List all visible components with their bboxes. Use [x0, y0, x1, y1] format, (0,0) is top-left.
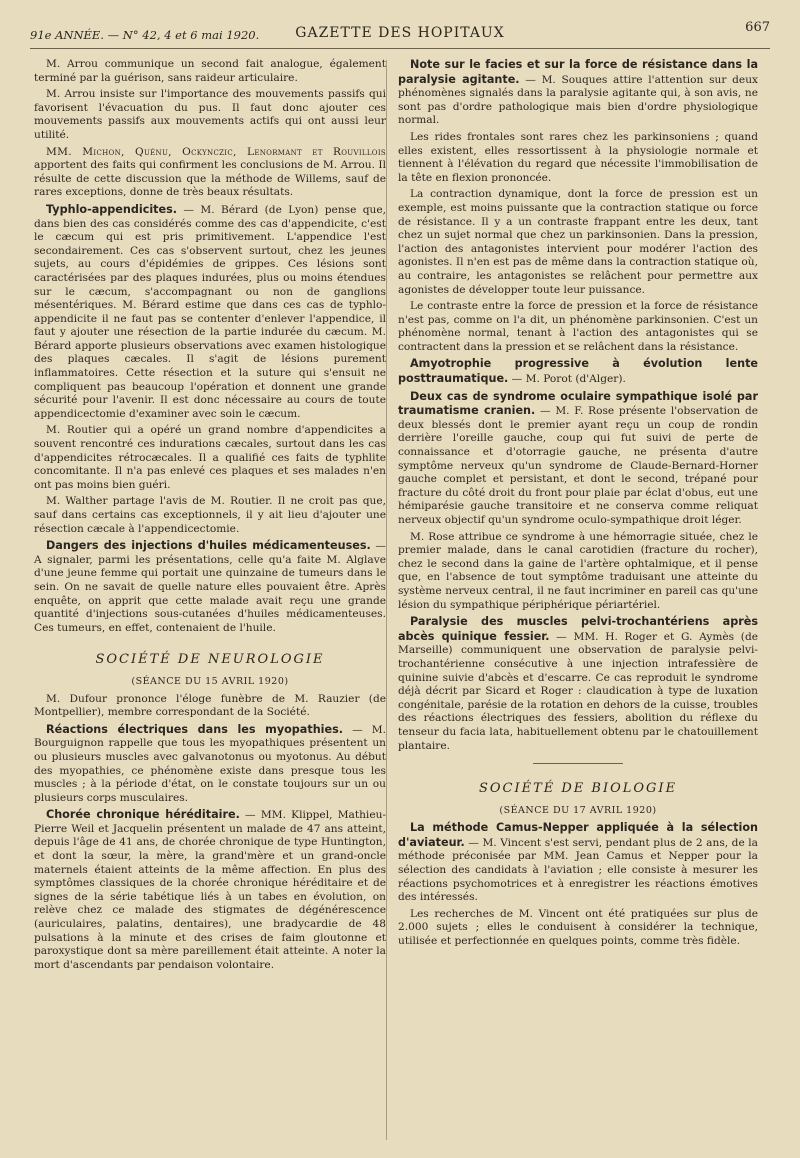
- society-title: SOCIÉTÉ DE BIOLOGIE: [478, 781, 678, 797]
- author-names: MM. Michon, Quénu, Ockynczic, Lenormant et Rouvillois: [46, 145, 386, 158]
- paragraph: Le contraste entre la force de pression et la force de résistance n'est pas, comme on l'a dit, un phénomène parkinsonien. C'est un phénomène normal, tenant à l'action des antagonistes qui se contractent dans la pression et se relâchent dans la résistance.: [398, 300, 758, 353]
- paragraph: Les rides frontales sont rares chez les parkinsoniens ; quand elles existent, elles ressortissent à la physiologie normale et tiennent à l'élévation du regard que nécessite l'immobilisation de la tête en flexion prononcée.: [398, 130, 758, 184]
- section-typhlo: [34, 203, 386, 422]
- paragraph: Les recherches de M. Vincent ont été pratiquées sur plus de 2.000 sujets ; elles le conduisent à considérer la technique, utilisée et perfectionnée en quelques points, comme très fidèle.: [398, 907, 758, 948]
- section-text: — MM. Klippel, Mathieu-Pierre Weil et Jacquelin présentent un malade de 47 ans atteint, depuis l'âge de 41 ans, de chorée chronique de type Huntington, et dont la sœur, la mère, la grand'mère et un grand-oncle maternels étaient atteints de la même affection. En plus des symptômes classiques de la chorée chronique héréditaire et de signes de la série tabétique liés à un tabes en évolution, on relève chez ce malade des stigmates de dégénérescence (auriculaires, palatins, dentaires), une bradycardie de 48 pulsations à la minute et des crises de faim gloutonne et paroxystique dont sa mère pareillement était atteinte. A noter la mort d'ascendants par pendaison volontaire.: [34, 809, 386, 971]
- section-camus: [398, 821, 758, 905]
- section-heading: La méthode Camus-Nepper appliquée à la sélection d'aviateur.: [398, 821, 758, 849]
- section-text: — A signaler, parmi les présentations, celle qu'a faite M. Alglave d'une jeune femme qui portait une quinzaine de tumeurs dans le sein. On ne savait de quelle nature elles pouvaient être. Après enquête, on apprit que cette malade avait reçu une grande quantité d'injections sous-cutanées d'huiles médicamenteuses. Ces tumeurs, en effet, contenaient de l'huile.: [34, 540, 386, 634]
- paragraph: M. Dufour prononce l'éloge funèbre de M. Rauzier (de Montpellier), membre correspondant de la Société.: [34, 692, 386, 719]
- journal-title: GAZETTE DES HOPITAUX: [295, 25, 505, 41]
- paragraph: M. Routier qui a opéré un grand nombre d'appendicites a souvent rencontré ces indurations cæcales, surtout dans les cas d'appendicites rétrocæcales. Il a qualifié ces faits de typhlite concomitante. Il n'a pas enlevé ces plaques et ses malades n'en ont pas moins bien guéri.: [34, 424, 386, 491]
- section-amyotrophie: [398, 357, 758, 386]
- section-choree: [34, 808, 386, 972]
- left-column: [34, 58, 386, 975]
- section-note: [398, 58, 758, 128]
- section-text: — MM. H. Roger et G. Aymès (de Marseille) communiquent une observation de paralysie pelvi-trochantérienne consécutive à une injection intrafessière de quinine suivie d'abcès et d'escarre. Ce cas reproduit le syndrome déjà décrit par Sicard et Roger : claudication à type de luxation congénitale, parésie de la rotation en dehors de la cuisse, troubles des réactions électriques des fessiers, abolition du réflexe du tenseur du facia lata, habituellement obtenu par le chatouillement plantaire.: [398, 630, 758, 752]
- section-heading: Deux cas de syndrome oculaire sympathique isolé par traumatisme cranien.: [398, 389, 758, 418]
- society-date: (SÉANCE DU 15 AVRIL 1920): [131, 675, 289, 687]
- paragraph: M. Rose attribue ce syndrome à une hémorragie située, chez le premier malade, dans le canal carotidien (fracture du rocher), chez le second dans la gaine de l'artère ophtalmique, et il pense que, en l'absence de tout symptôme traduisant une atteinte du système nerveux central, il ne faut incriminer en pareil cas qu'une lésion du sympathique périphérique périartériel.: [398, 530, 758, 611]
- section-heading: Dangers des injections d'huiles médicamenteuses.: [46, 539, 371, 553]
- section-deux-cas: [398, 390, 758, 528]
- section-text: — M. Vincent s'est servi, pendant plus de 2 ans, de la méthode préconisée par MM. Jean Camus et Nepper pour la sélection des candidats à l'aviation ; elle consiste à mesurer les réactions psychomotrices et à enregistrer les réactions émotives des intéressés.: [398, 836, 758, 904]
- section-heading: Typhlo-appendicites.: [46, 202, 178, 216]
- society-title: SOCIÉTÉ DE NEUROLOGIE: [95, 652, 325, 668]
- paragraph: M. Arrou insiste sur l'importance des mouvements passifs qui favorisent l'évacuation du pus. Il faut donc ajouter ces mouvements passifs aux mouvements actifs qui ont aussi leur utilité.: [34, 88, 386, 141]
- paragraph: [34, 146, 386, 200]
- section-heading: Amyotrophie progressive à évolution lente posttraumatique.: [398, 357, 758, 386]
- section-text: — M. F. Rose présente l'observation de deux blessés dont le premier ayant reçu un coup de rondin derrière l'oreille gauche, coup qui fut suivi de perte de connaissance et d'otorragie gauche, ne présenta d'autre symptôme nerveux qu'un syndrome de Claude-Bernard-Horner gauche complet et persistant, et dont le second, trépané pour fracture du côté droit du front pour plaie par éclat d'obus, eut une hémiparésie gauche transitoire et ne conserva comme reliquat nerveux objectif qu'un syndrome oculo-sympathique droit léger.: [398, 405, 758, 526]
- society-date: (SÉANCE DU 17 AVRIL 1920): [499, 804, 657, 816]
- paragraph: M. Walther partage l'avis de M. Routier. Il ne croit pas que, sauf dans certains cas exceptionnels, il y ait lieu d'ajouter une résection cæcale à l'appendicectomie.: [34, 495, 386, 535]
- section-heading: Chorée chronique héréditaire.: [46, 808, 240, 822]
- paragraph: M. Arrou communique un second fait analogue, également terminé par la guérison, sans raideur articulaire.: [34, 58, 386, 84]
- section-text: — M. Porot (d'Alger).: [508, 373, 626, 386]
- column-divider: [386, 60, 387, 1140]
- section-dangers: [34, 539, 386, 635]
- section-text: — M. Souques attire l'attention sur deux phénomènes signalés dans la paralysie agitante qui, à son avis, ne sont pas d'ordre pathologique mais bien d'ordre physiologique normal.: [398, 73, 758, 127]
- section-divider: [533, 763, 623, 764]
- right-column: [398, 58, 758, 952]
- page-number: 667: [745, 20, 770, 35]
- society-neurologie: [34, 653, 386, 688]
- paragraph-text: apportent des faits qui confirment les conclusions de M. Arrou. Il résulte de cette discussion que la méthode de Willems, sauf de rares exceptions, donne de très beaux résultats.: [34, 159, 386, 199]
- section-text: — M. Bourguignon rappelle que tous les myopathiques présentent un ou plusieurs muscles avec galvanotonus ou myotonus. Au début des myopathies, ce phénomène existe dans presque tous les muscles ; à la période d'état, on le constate toujours sur un ou plusieurs corps musculaires.: [34, 723, 387, 804]
- society-biologie: [398, 782, 758, 817]
- section-heading: Paralysie des muscles pelvi-trochantériens après abcès quinique fessier.: [398, 615, 758, 643]
- section-heading: Réactions électriques dans les myopathies.: [46, 722, 344, 736]
- section-text: — M. Bérard (de Lyon) pense que, dans bien des cas considérés comme des cas d'appendicite, c'est le cæcum qui est pris primitivement. L'appendice l'est secondairement. Ces cas s'observent surtout, chez les jeunes sujets, au cours d'épidémies de grippes. Ces lésions sont caractérisées par des plaques indurées, plus ou moins étendues sur le cæcum, s'accompagnant ou non de ganglions mésentériques. M. Bérard estime que dans ces cas de typhlo-appendicite il ne faut pas se contenter d'enlever l'appendice, il faut y ajouter une résection de la partie indurée du cæcum. M. Bérard apporte plusieurs observations avec examen histologique des plaques cæcales. Il s'agit de lésions purement inflammatoires. Cette résection et la suture qui s'ensuit ne compliquent pas beaucoup l'opération et donnent une grande sécurité pour l'avenir. Il est donc nécessaire au cours de toute appendicectomie d'examiner avec soin le cæcum.: [34, 203, 386, 420]
- section-paralysie: [398, 615, 758, 753]
- section-reactions: [34, 723, 386, 806]
- page-header: [30, 20, 770, 49]
- section-heading: Note sur le facies et sur la force de résistance dans la paralysie agitante.: [398, 58, 758, 86]
- paragraph: La contraction dynamique, dont la force de pression est un exemple, est moins puissante que la contraction statique ou force de résistance. Il y a un contraste frappant entre les deux, tant chez un sujet normal que chez un parkinsonien. Dans la pression, l'action des antagonistes intervient pour modérer l'action des agonistes. Il n'en est pas de même dans la contraction statique où, au contraire, les antagonistes se relâchent pour permettre aux agonistes de développer toute leur puissance.: [398, 188, 758, 296]
- issue-line: 91e ANNÉE. — N° 42, 4 et 6 mai 1920.: [30, 28, 260, 42]
